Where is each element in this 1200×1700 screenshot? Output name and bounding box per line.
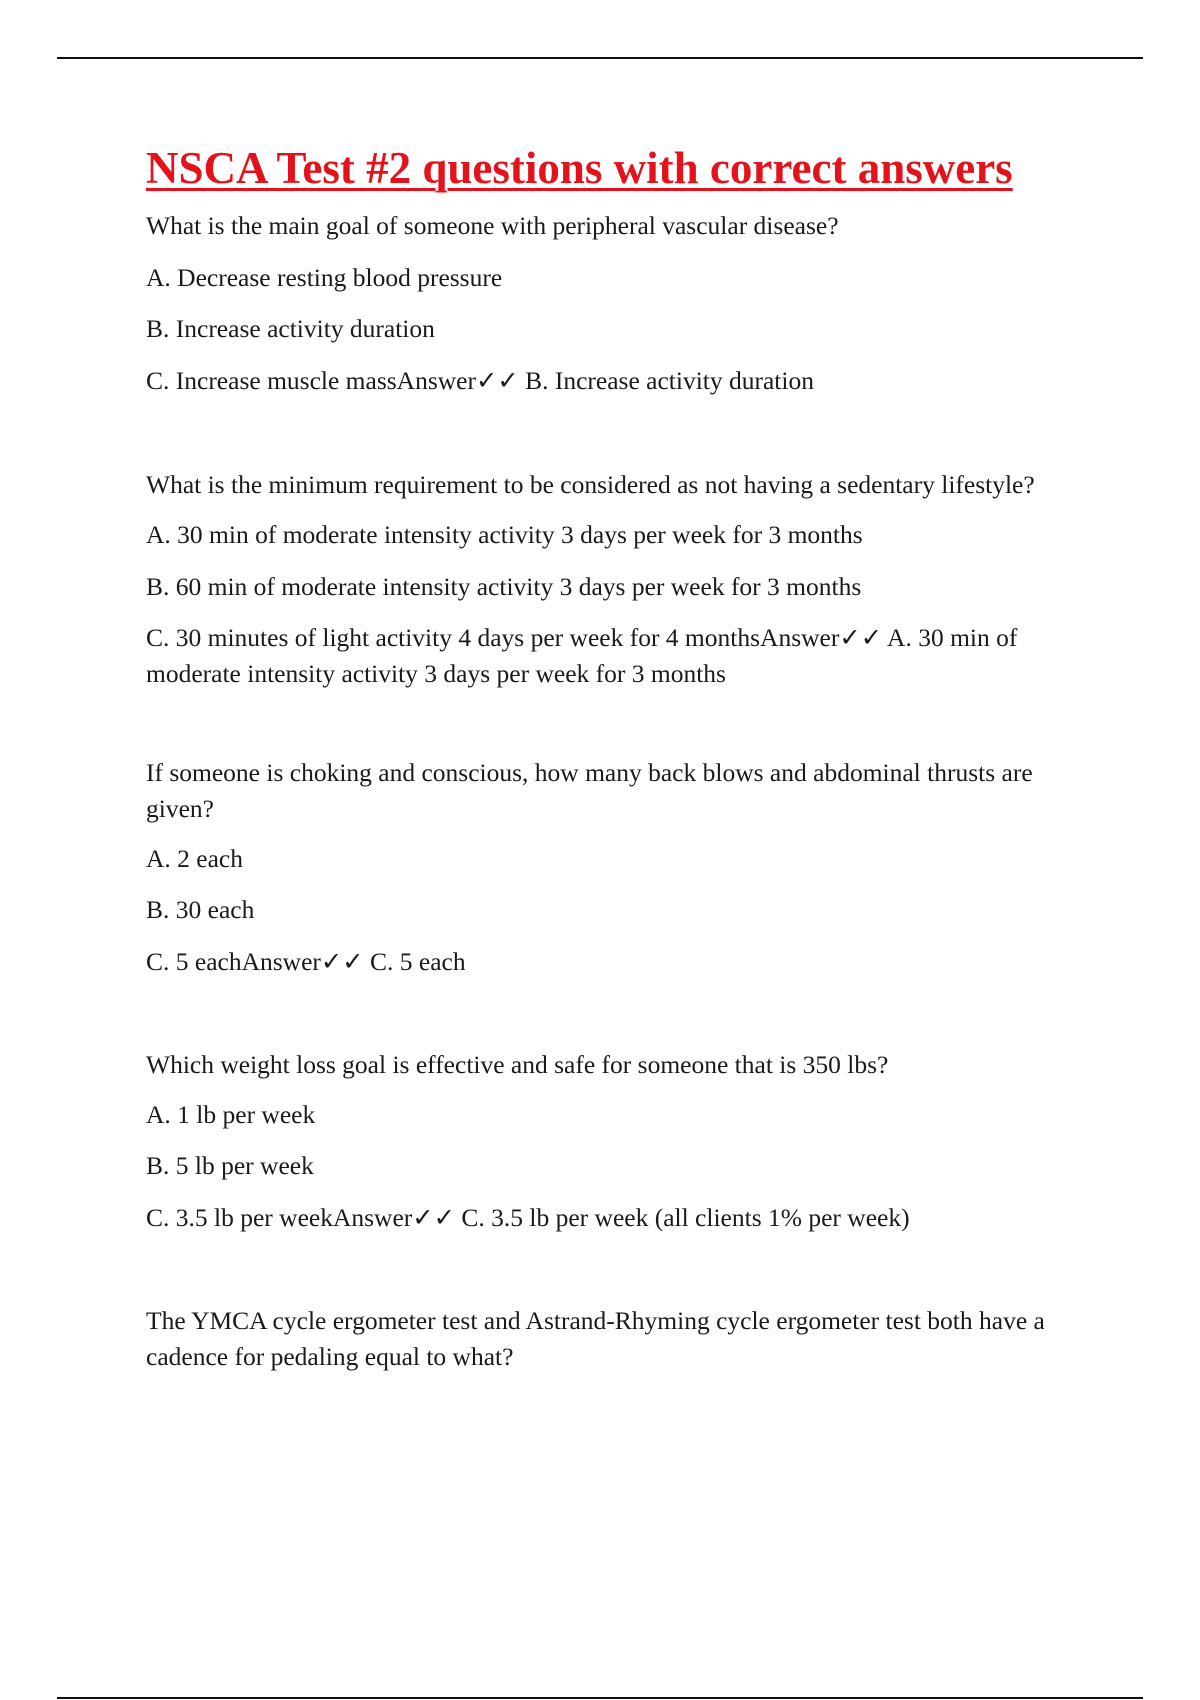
question-text: Which weight loss goal is effective and safe for someone that is 350 lbs? <box>146 1050 889 1079</box>
answer-option: B. 5 lb per week <box>146 1151 314 1180</box>
document-body <box>146 140 1096 1375</box>
question-3 <box>146 755 1096 980</box>
question-text: What is the minimum requirement to be considered as not having a sedentary lifestyle? <box>146 470 1035 499</box>
question-5 <box>146 1303 1096 1375</box>
answer-option: A. 30 min of moderate intensity activity 3 days per week for 3 months <box>146 520 863 549</box>
answer-option: C. Increase muscle massAnswer✓✓ B. Increase activity duration <box>146 366 814 395</box>
question-4 <box>146 1047 1096 1236</box>
question-text: If someone is choking and conscious, how many back blows and abdominal thrusts are given? <box>146 758 1033 823</box>
answer-option: C. 5 eachAnswer✓✓ C. 5 each <box>146 947 466 976</box>
answer-option: B. 30 each <box>146 895 255 924</box>
answer-option: C. 30 minutes of light activity 4 days per week for 4 monthsAnswer✓✓ A. 30 min of moderate intensity activity 3 days per week for 3 months <box>146 623 1018 688</box>
question-text: The YMCA cycle ergometer test and Astrand-Rhyming cycle ergometer test both have a cadence for pedaling equal to what? <box>146 1306 1045 1371</box>
answer-option: A. 1 lb per week <box>146 1100 316 1129</box>
answer-option: A. 2 each <box>146 844 243 873</box>
bottom-rule <box>57 1697 1143 1699</box>
answer-option: A. Decrease resting blood pressure <box>146 263 503 292</box>
answer-option: B. Increase activity duration <box>146 314 435 343</box>
answer-option: B. 60 min of moderate intensity activity 3 days per week for 3 months <box>146 572 862 601</box>
top-rule <box>57 57 1143 59</box>
question-text: What is the main goal of someone with peripheral vascular disease? <box>146 211 839 240</box>
question-1 <box>146 208 1096 399</box>
document-title: NSCA Test #2 questions with correct answers <box>146 143 1013 193</box>
answer-option: C. 3.5 lb per weekAnswer✓✓ C. 3.5 lb per week (all clients 1% per week) <box>146 1203 910 1232</box>
question-2 <box>146 467 1096 692</box>
